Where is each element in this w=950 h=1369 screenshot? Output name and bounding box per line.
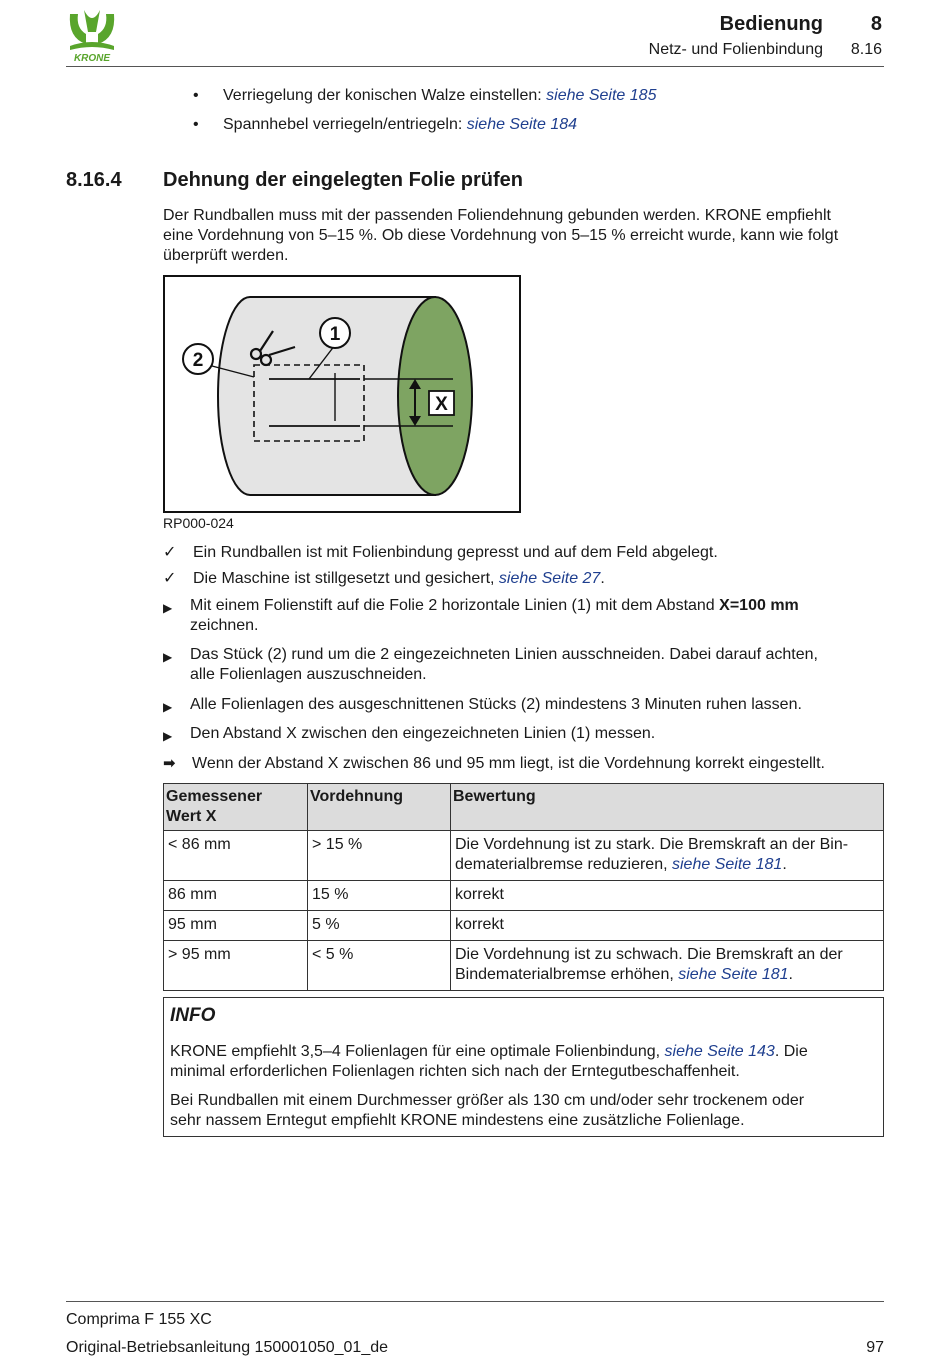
cell-vordehnung: 5 % <box>308 911 451 941</box>
table-row <box>164 941 884 991</box>
cell-vordehnung: 15 % <box>308 881 451 911</box>
page-link[interactable]: siehe Seite 181 <box>678 966 789 983</box>
header-divider <box>66 66 884 67</box>
step-text: Alle Folienlagen des ausgeschnittenen Stücks (2) mindestens 3 Minuten ruhen lassen. <box>190 696 802 713</box>
cell-wert: > 95 mm <box>164 941 308 991</box>
callout-1-label: 1 <box>329 324 341 345</box>
callout-2-label: 2 <box>192 350 204 371</box>
cell-wert: 95 mm <box>164 911 308 941</box>
step-text: Wenn der Abstand X zwischen 86 und 95 mm liegt, ist die Vordehnung korrekt eingestellt. <box>192 755 825 772</box>
arrow-right-icon: ➡ <box>163 755 176 772</box>
cell-bewertung: Die Vordehnung ist zu schwach. Die Bremskraft an der Bindematerialbremse erhöhen, siehe Seite 181. <box>451 941 884 991</box>
page-link[interactable]: siehe Seite 185 <box>546 87 657 104</box>
check-icon: ✓ <box>163 544 177 561</box>
column-header-vordehnung: Vordehnung <box>308 784 451 831</box>
step-text: alle Folienlagen auszuschneiden. <box>190 666 427 683</box>
triangle-right-icon: ▶ <box>163 729 173 743</box>
cell-wert: < 86 mm <box>164 831 308 881</box>
chapter-number: 8 <box>870 13 882 35</box>
page-number: 97 <box>866 1339 884 1356</box>
triangle-right-icon: ▶ <box>163 700 173 714</box>
step-text-end: . <box>600 570 605 587</box>
footer-model: Comprima F 155 XC <box>66 1311 212 1328</box>
table-row <box>164 881 884 911</box>
section-number: 8.16 <box>850 41 882 58</box>
bullet-item <box>193 115 577 135</box>
bale-diagram <box>165 277 519 511</box>
check-icon: ✓ <box>163 570 177 587</box>
table-row <box>164 911 884 941</box>
cell-vordehnung: < 5 % <box>308 941 451 991</box>
measurement-table <box>163 783 884 991</box>
intro-line: eine Vordehnung von 5–15 %. Ob diese Vordehnung von 5–15 % erreicht wurde, kann wie folgt <box>163 227 839 244</box>
bale-figure <box>163 275 521 513</box>
page-link[interactable]: siehe Seite 143 <box>664 1043 775 1060</box>
step-text-container <box>190 645 885 685</box>
intro-line: überprüft werden. <box>163 247 289 264</box>
table-row <box>164 831 884 881</box>
column-header-wert: Gemessener Wert X <box>164 784 308 831</box>
info-title: INFO <box>170 1005 216 1026</box>
table-header-row <box>164 784 884 831</box>
triangle-right-icon: ▶ <box>163 601 173 615</box>
section-heading-number: 8.16.4 <box>66 169 122 191</box>
step-text: zeichnen. <box>190 617 259 634</box>
section-title: Netz- und Folienbindung <box>648 41 823 58</box>
step-text: Den Abstand X zwischen den eingezeichneten Linien (1) messen. <box>190 725 656 742</box>
bullet-item <box>193 86 656 106</box>
intro-line: Der Rundballen muss mit der passenden Foliendehnung gebunden werden. KRONE empfiehlt <box>163 207 831 224</box>
cell-bewertung: korrekt <box>451 881 884 911</box>
page-link[interactable]: siehe Seite 27 <box>498 570 601 587</box>
cell-vordehnung: > 15 % <box>308 831 451 881</box>
bullet-dot: • <box>193 116 199 133</box>
bullet-text: Spannhebel verriegeln/entriegeln: <box>223 116 467 133</box>
cell-wert: 86 mm <box>164 881 308 911</box>
step-text: Mit einem Folienstift auf die Folie 2 horizontale Linien (1) mit dem Abstand <box>190 597 720 614</box>
cell-bewertung: Die Vordehnung ist zu stark. Die Bremskraft an der Bin- dematerialbremse reduzieren, siehe Seite 181. <box>451 831 884 881</box>
step-text: Ein Rundballen ist mit Folienbindung gepresst und auf dem Feld abgelegt. <box>193 544 718 561</box>
footer-document: Original-Betriebsanleitung 150001050_01_de <box>66 1339 389 1356</box>
chapter-title: Bedienung <box>719 13 823 35</box>
step-text-container <box>193 569 888 589</box>
bullet-text: Verriegelung der konischen Walze einstellen: <box>223 87 547 104</box>
figure-caption: RP000-024 <box>163 515 234 531</box>
triangle-right-icon: ▶ <box>163 650 173 664</box>
logo-wordmark: KRONE <box>73 53 111 64</box>
info-paragraph: Bei Rundballen mit einem Durchmesser größer als 130 cm und/oder sehr trockenem oder sehr nassem Erntegut empfiehlt KRONE mindestens eine zusätzliche Folienlage. <box>170 1092 805 1129</box>
column-header-bewertung: Bewertung <box>451 784 884 831</box>
footer-divider <box>66 1301 884 1302</box>
bullet-dot: • <box>193 87 199 104</box>
step-text: Das Stück (2) rund um die 2 eingezeichneten Linien ausschneiden. Dabei darauf achten, <box>190 646 818 663</box>
page-link[interactable]: siehe Seite 181 <box>672 856 783 873</box>
page-link[interactable]: siehe Seite 184 <box>466 116 578 133</box>
step-value: X=100 mm <box>719 597 799 614</box>
step-text-container <box>190 596 885 636</box>
x-label: X <box>435 394 448 415</box>
krone-logo <box>66 8 118 64</box>
step-text: Die Maschine ist stillgesetzt und gesichert, <box>193 570 499 587</box>
section-heading-title: Dehnung der eingelegten Folie prüfen <box>163 169 524 191</box>
cell-bewertung: korrekt <box>451 911 884 941</box>
info-paragraph: KRONE empfiehlt 3,5–4 Folienlagen für eine optimale Folienbindung, siehe Seite 143. Die minimal erforderlichen Folienlagen richten sich nach der Erntegutbeschaffenheit. <box>170 1043 808 1080</box>
